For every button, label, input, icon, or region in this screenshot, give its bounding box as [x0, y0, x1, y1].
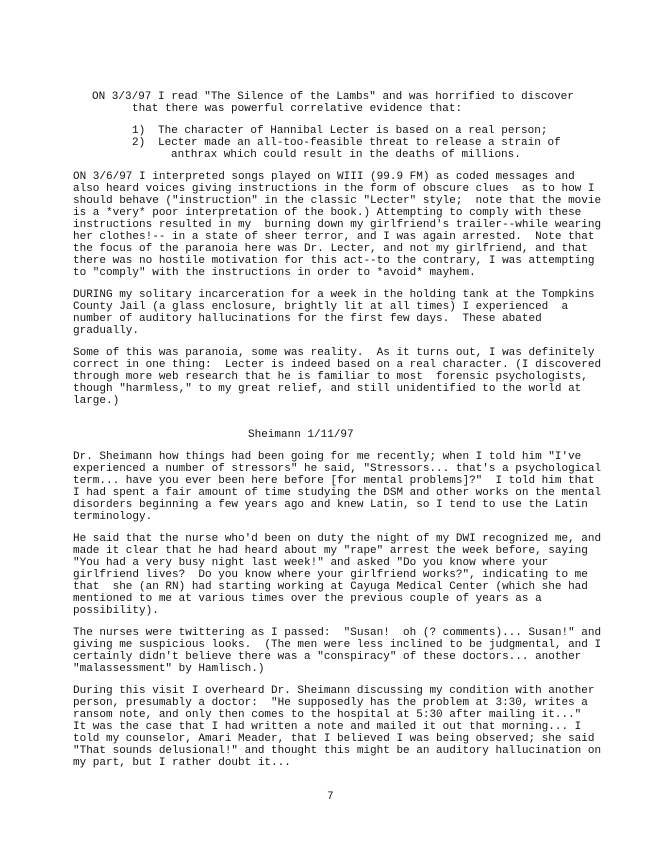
text-line: certainly didn't believe there was a "conspiracy" of these doctors... another: [73, 651, 582, 663]
text-line: there was no hostile motivation for this act--to the contrary, I was attempting: [73, 255, 595, 267]
text-line: gradually.: [73, 325, 140, 337]
text-line: made it clear that he had heard about my "rape" arrest the week before, saying: [73, 545, 588, 557]
text-line: It was the case that I had written a note and mailed it out that morning... I: [73, 721, 582, 733]
list-item: [132, 137, 661, 161]
text-line: that there was powerful correlative evidence that:: [132, 103, 463, 115]
text-line: number of auditory hallucinations for the first few days. These abated: [73, 313, 542, 325]
text-line: During this visit I overheard Dr. Sheimann discussing my condition with another: [73, 685, 595, 697]
text-line: should behave ("instruction" in the classic "Lecter" style; note that the movie: [73, 195, 602, 207]
text-line: is a *very* poor interpretation of the book.) Attempting to comply with these: [73, 207, 582, 219]
text-line: also heard voices giving instructions in the form of obscure clues as to how I: [73, 183, 595, 195]
text-line: He said that the nurse who'd been on duty the night of my DWI recognized me, and: [73, 533, 602, 545]
section-heading: Sheimann 1/11/97: [248, 429, 354, 441]
list-item-text: The character of Hannibal Lecter is based on a real person;: [158, 125, 548, 137]
intro-paragraph: [92, 91, 661, 115]
text-line: Dr. Sheimann how things had been going for me recently; when I told him "I've: [73, 451, 582, 463]
text-line: The nurses were twittering as I passed: "Susan! oh (? comments)... Susan!" and: [73, 627, 602, 639]
list-item-text: Lecter made an all-too-feasible threat to release a strain of: [158, 137, 561, 149]
text-line: I had spent a fair amount of time studying the DSM and other works on the mental: [73, 487, 602, 499]
text-line: the focus of the paranoia here was Dr. Lecter, and not my girlfriend, and that: [73, 243, 588, 255]
text-line: her clothes!-- in a state of sheer terror, and I was again arrested. Note that: [73, 231, 595, 243]
page-number: 7: [327, 791, 334, 803]
list-marker: 2): [132, 137, 146, 149]
text-line: "You had a very busy night last week!" and asked "Do you know where your: [73, 557, 549, 569]
text-line: giving me suspicious looks. (The men were less inclined to be judgmental, and I: [73, 639, 602, 651]
paragraph: [73, 347, 661, 407]
text-line: to "comply" with the instructions in order to *avoid* mayhem.: [73, 267, 476, 279]
text-line: though "harmless," to my great relief, and still unidentified to the world at: [73, 383, 582, 395]
list-marker: 1): [132, 125, 146, 137]
text-line: person, presumably a doctor: "He supposedly has the problem at 3:30, writes a: [73, 697, 588, 709]
list-item-body: [158, 137, 561, 161]
paragraph: [73, 171, 661, 279]
text-line: "That sounds delusional!" and thought this might be an auditory hallucination on: [73, 745, 602, 757]
list-item: [132, 125, 661, 137]
numbered-list: [132, 125, 661, 161]
text-line: ON 3/6/97 I interpreted songs played on WIII (99.9 FM) as coded messages and: [73, 171, 575, 183]
text-line: DURING my solitary incarceration for a week in the holding tank at the Tompkins: [73, 289, 595, 301]
paragraph: [73, 685, 661, 769]
text-line: large.): [73, 395, 120, 407]
text-line: possibility).: [73, 605, 159, 617]
text-line: my part, but I rather doubt it...: [73, 757, 291, 769]
text-line: County Jail (a glass enclosure, brightly lit at all times) I experienced a: [73, 301, 569, 313]
text-line: "malassessment" by Hamlisch.): [73, 663, 265, 675]
list-item-text: anthrax which could result in the deaths of millions.: [171, 149, 521, 161]
paragraph: [73, 627, 661, 675]
text-line: ransom note, and only then comes to the hospital at 5:30 after mailing it...": [73, 709, 582, 721]
text-line: girlfriend lives? Do you know where your girlfriend works?", indicating to me: [73, 569, 588, 581]
text-line: instructions resulted in my burning down my girlfriend's trailer--while wearing: [73, 219, 602, 231]
text-line: term... have you ever been here before [for mental problems]?" I told him that: [73, 475, 595, 487]
text-line: ON 3/3/97 I read "The Silence of the Lambs" and was horrified to discover: [92, 91, 574, 103]
text-line: through more web research that he is familiar to most forensic psychologists,: [73, 371, 588, 383]
text-line: mentioned to me at various times over the previous couple of years as a: [73, 593, 542, 605]
paragraph: [73, 533, 661, 617]
list-item-body: [158, 125, 547, 137]
paragraph: [73, 451, 661, 523]
paragraph: [73, 289, 661, 337]
text-line: terminology.: [73, 511, 153, 523]
text-line: told my counselor, Amari Meader, that I believed I was being observed; she said: [73, 733, 595, 745]
text-line: Some of this was paranoia, some was reality. As it turns out, I was definitely: [73, 347, 595, 359]
text-line: experienced a number of stressors" he said, "Stressors... that's a psychological: [73, 463, 602, 475]
text-line: disorders beginning a few years ago and knew Latin, so I tend to use the Latin: [73, 499, 588, 511]
text-line: that she (an RN) had starting working at Cayuga Medical Center (which she had: [73, 581, 588, 593]
text-line: correct in one thing: Lecter is indeed based on a real character. (I discovered: [73, 359, 602, 371]
